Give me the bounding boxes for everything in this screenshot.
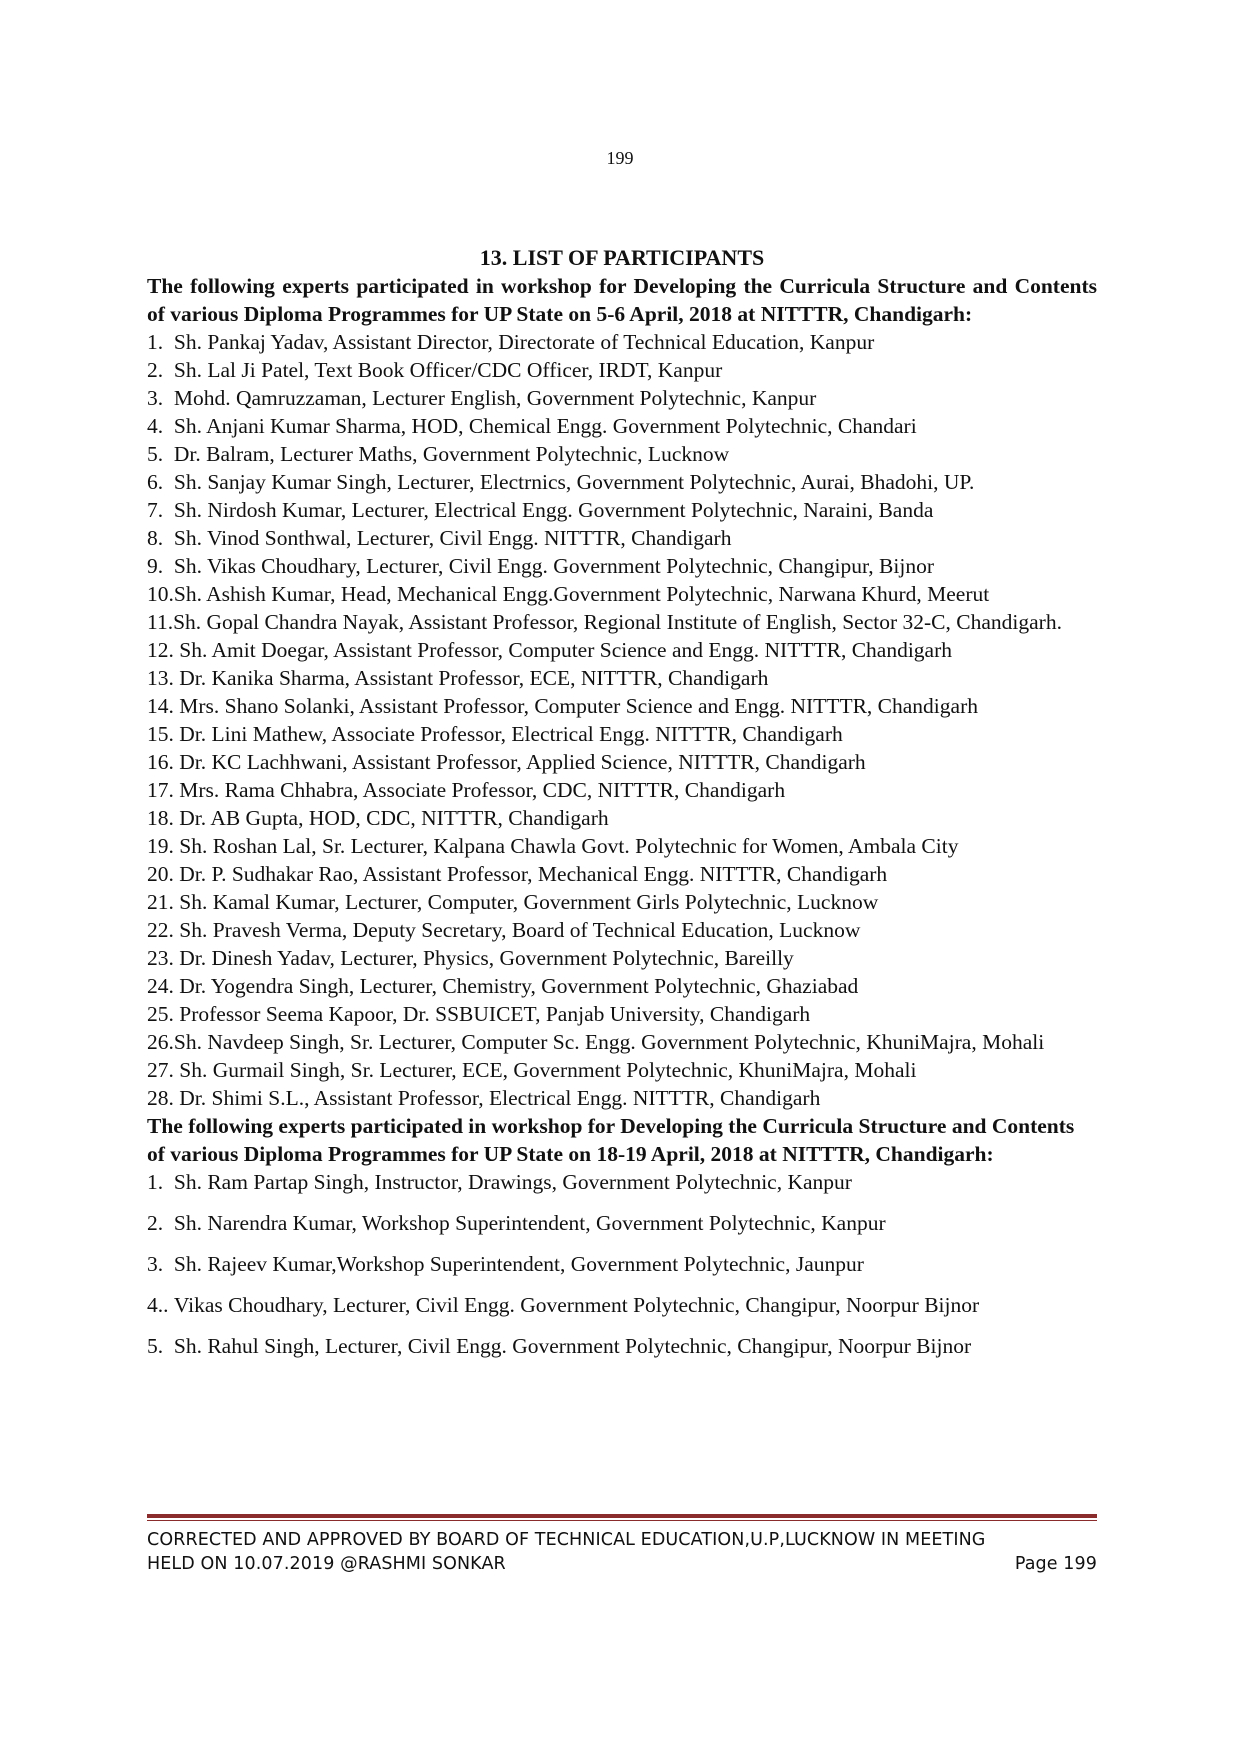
- participant-text: Sh. Navdeep Singh, Sr. Lecturer, Computer Sc. Engg. Government Polytechnic, KhuniMajra, Mohali: [173, 1030, 1045, 1054]
- participant-text: Professor Seema Kapoor, Dr. SSBUICET, Panjab University, Chandigarh: [179, 1002, 811, 1026]
- participant-number: 5.: [147, 1334, 174, 1358]
- participant-item: [147, 804, 1097, 832]
- participant-item: [147, 832, 1097, 860]
- participant-item: [147, 496, 1097, 524]
- participant-number: 21.: [147, 890, 180, 914]
- page-footer: [147, 1514, 1097, 1576]
- participant-text: Sh. Sanjay Kumar Singh, Lecturer, Electrnics, Government Polytechnic, Aurai, Bhadohi, UP.: [173, 470, 975, 494]
- participant-item: [147, 1028, 1097, 1056]
- participant-text: Dr. P. Sudhakar Rao, Assistant Professor, Mechanical Engg. NITTTR, Chandigarh: [179, 862, 888, 886]
- participant-item: [147, 384, 1097, 412]
- participant-number: 2.: [147, 1211, 174, 1235]
- participant-item: [147, 748, 1097, 776]
- participant-number: 23.: [147, 946, 180, 970]
- participant-text: Mohd. Qamruzzaman, Lecturer English, Government Polytechnic, Kanpur: [173, 386, 817, 410]
- participant-number: 3.: [147, 1252, 174, 1276]
- participant-text: Sh. Lal Ji Patel, Text Book Officer/CDC Officer, IRDT, Kanpur: [173, 358, 723, 382]
- participant-item: [147, 1250, 1097, 1278]
- participant-item: [147, 524, 1097, 552]
- participant-number: 19.: [147, 834, 180, 858]
- participant-text: Dr. Lini Mathew, Associate Professor, Electrical Engg. NITTTR, Chandigarh: [179, 722, 843, 746]
- workshop-2-participant-list: [147, 1168, 1097, 1360]
- participant-number: 8.: [147, 526, 174, 550]
- participant-item: [147, 1168, 1097, 1196]
- participant-number: 20.: [147, 862, 180, 886]
- section-heading: 13. LIST OF PARTICIPANTS: [479, 245, 765, 270]
- participant-item: [147, 1332, 1097, 1360]
- participant-text: Sh. Narendra Kumar, Workshop Superintendent, Government Polytechnic, Kanpur: [173, 1211, 886, 1235]
- participant-text: Sh. Gurmail Singh, Sr. Lecturer, ECE, Government Polytechnic, KhuniMajra, Mohali: [179, 1058, 917, 1082]
- participant-text: Sh. Rajeev Kumar,Workshop Superintendent, Government Polytechnic, Jaunpur: [173, 1252, 864, 1276]
- participant-text: Mrs. Rama Chhabra, Associate Professor, CDC, NITTTR, Chandigarh: [179, 778, 786, 802]
- participant-item: [147, 636, 1097, 664]
- participant-item: [147, 972, 1097, 1000]
- workshop-1-participant-list: [147, 328, 1097, 1112]
- participant-text: Sh. Nirdosh Kumar, Lecturer, Electrical Engg. Government Polytechnic, Naraini, Banda: [173, 498, 934, 522]
- participant-text: Sh. Kamal Kumar, Lecturer, Computer, Government Girls Polytechnic, Lucknow: [179, 890, 879, 914]
- participant-item: [147, 916, 1097, 944]
- participant-number: 27.: [147, 1058, 180, 1082]
- participant-text: Dr. Dinesh Yadav, Lecturer, Physics, Government Polytechnic, Bareilly: [179, 946, 794, 970]
- page-number: 199: [606, 148, 634, 168]
- participant-item: [147, 776, 1097, 804]
- participant-number: 14.: [147, 694, 180, 718]
- participant-text: Dr. Kanika Sharma, Assistant Professor, ECE, NITTTR, Chandigarh: [179, 666, 769, 690]
- participant-number: 4..: [147, 1293, 174, 1317]
- participant-text: Sh. Amit Doegar, Assistant Professor, Computer Science and Engg. NITTTR, Chandigarh: [179, 638, 953, 662]
- participant-item: [147, 580, 1097, 608]
- workshop-2-intro: The following experts participated in workshop for Developing the Curricula Structure and Contents of various Diploma Programmes for UP State on 18-19 April, 2018 at NITTTR, Chandigarh:: [147, 1114, 1075, 1166]
- footer-rule-thin: [147, 1520, 1097, 1521]
- participant-number: 15.: [147, 722, 180, 746]
- participant-text: Sh. Pankaj Yadav, Assistant Director, Directorate of Technical Education, Kanpur: [173, 330, 875, 354]
- participant-text: Sh. Vinod Sonthwal, Lecturer, Civil Engg. NITTTR, Chandigarh: [173, 526, 732, 550]
- participant-item: [147, 720, 1097, 748]
- participant-text: Sh. Ashish Kumar, Head, Mechanical Engg.Government Polytechnic, Narwana Khurd, Meerut: [173, 582, 990, 606]
- participant-item: [147, 664, 1097, 692]
- participant-number: 13.: [147, 666, 180, 690]
- participant-number: 17.: [147, 778, 180, 802]
- participant-number: 4.: [147, 414, 174, 438]
- participant-item: [147, 412, 1097, 440]
- participant-item: [147, 1000, 1097, 1028]
- participant-item: [147, 468, 1097, 496]
- participant-item: [147, 860, 1097, 888]
- participant-text: Mrs. Shano Solanki, Assistant Professor, Computer Science and Engg. NITTTR, Chandigarh: [179, 694, 978, 718]
- participant-number: 3.: [147, 386, 174, 410]
- participant-item: [147, 888, 1097, 916]
- participant-number: 11.: [147, 610, 174, 634]
- participant-item: [147, 328, 1097, 356]
- participant-number: 18.: [147, 806, 180, 830]
- participant-number: 5.: [147, 442, 174, 466]
- participant-item: [147, 608, 1097, 636]
- footer-page-label: Page 199: [1014, 1554, 1097, 1574]
- participant-text: Sh. Anjani Kumar Sharma, HOD, Chemical Engg. Government Polytechnic, Chandari: [173, 414, 917, 438]
- participant-item: [147, 1209, 1097, 1237]
- document-body: [147, 244, 1097, 1360]
- participant-item: [147, 692, 1097, 720]
- participant-number: 25.: [147, 1002, 180, 1026]
- participant-number: 24.: [147, 974, 180, 998]
- footer-rule-thick: [147, 1514, 1097, 1518]
- participant-text: Dr. KC Lachhwani, Assistant Professor, Applied Science, NITTTR, Chandigarh: [179, 750, 866, 774]
- participant-text: Sh. Ram Partap Singh, Instructor, Drawings, Government Polytechnic, Kanpur: [173, 1170, 852, 1194]
- participant-text: Sh. Vikas Choudhary, Lecturer, Civil Engg. Government Polytechnic, Changipur, Bijnor: [173, 554, 934, 578]
- participant-number: 10.: [147, 582, 174, 606]
- participant-item: [147, 944, 1097, 972]
- participant-item: [147, 552, 1097, 580]
- participant-text: Sh. Gopal Chandra Nayak, Assistant Professor, Regional Institute of English, Sector 32-C, Chandigarh.: [173, 610, 1062, 634]
- participant-number: 28.: [147, 1086, 180, 1110]
- participant-number: 26.: [147, 1030, 174, 1054]
- participant-text: Dr. AB Gupta, HOD, CDC, NITTTR, Chandigarh: [179, 806, 609, 830]
- participant-number: 12.: [147, 638, 180, 662]
- participant-text: Dr. Shimi S.L., Assistant Professor, Electrical Engg. NITTTR, Chandigarh: [179, 1086, 821, 1110]
- participant-item: [147, 356, 1097, 384]
- participant-item: [147, 440, 1097, 468]
- participant-text: Dr. Balram, Lecturer Maths, Government Polytechnic, Lucknow: [173, 442, 730, 466]
- participant-item: [147, 1056, 1097, 1084]
- participant-number: 6.: [147, 470, 174, 494]
- participant-number: 22.: [147, 918, 180, 942]
- participant-text: Sh. Rahul Singh, Lecturer, Civil Engg. Government Polytechnic, Changipur, Noorpur Bijnor: [173, 1334, 972, 1358]
- participant-number: 7.: [147, 498, 174, 522]
- participant-item: [147, 1291, 1097, 1319]
- participant-text: Dr. Yogendra Singh, Lecturer, Chemistry, Government Polytechnic, Ghaziabad: [179, 974, 859, 998]
- workshop-1-intro: The following experts participated in workshop for Developing the Curricula Structure and Contents of various Diploma Programmes for UP State on 5-6 April, 2018 at NITTTR, Chandigarh:: [147, 274, 1097, 326]
- participant-text: Sh. Roshan Lal, Sr. Lecturer, Kalpana Chawla Govt. Polytechnic for Women, Ambala City: [179, 834, 959, 858]
- participant-number: 16.: [147, 750, 180, 774]
- footer-line-2: HELD ON 10.07.2019 @RASHMI SONKAR: [147, 1554, 506, 1574]
- participant-item: [147, 1084, 1097, 1112]
- participant-text: Sh. Pravesh Verma, Deputy Secretary, Board of Technical Education, Lucknow: [179, 918, 861, 942]
- participant-number: 1.: [147, 330, 174, 354]
- participant-number: 2.: [147, 358, 174, 382]
- footer-line-1: CORRECTED AND APPROVED BY BOARD OF TECHNICAL EDUCATION,U.P,LUCKNOW IN MEETING: [147, 1530, 986, 1550]
- participant-number: 1.: [147, 1170, 174, 1194]
- participant-number: 9.: [147, 554, 174, 578]
- participant-text: Vikas Choudhary, Lecturer, Civil Engg. Government Polytechnic, Changipur, Noorpur Bijnor: [173, 1293, 980, 1317]
